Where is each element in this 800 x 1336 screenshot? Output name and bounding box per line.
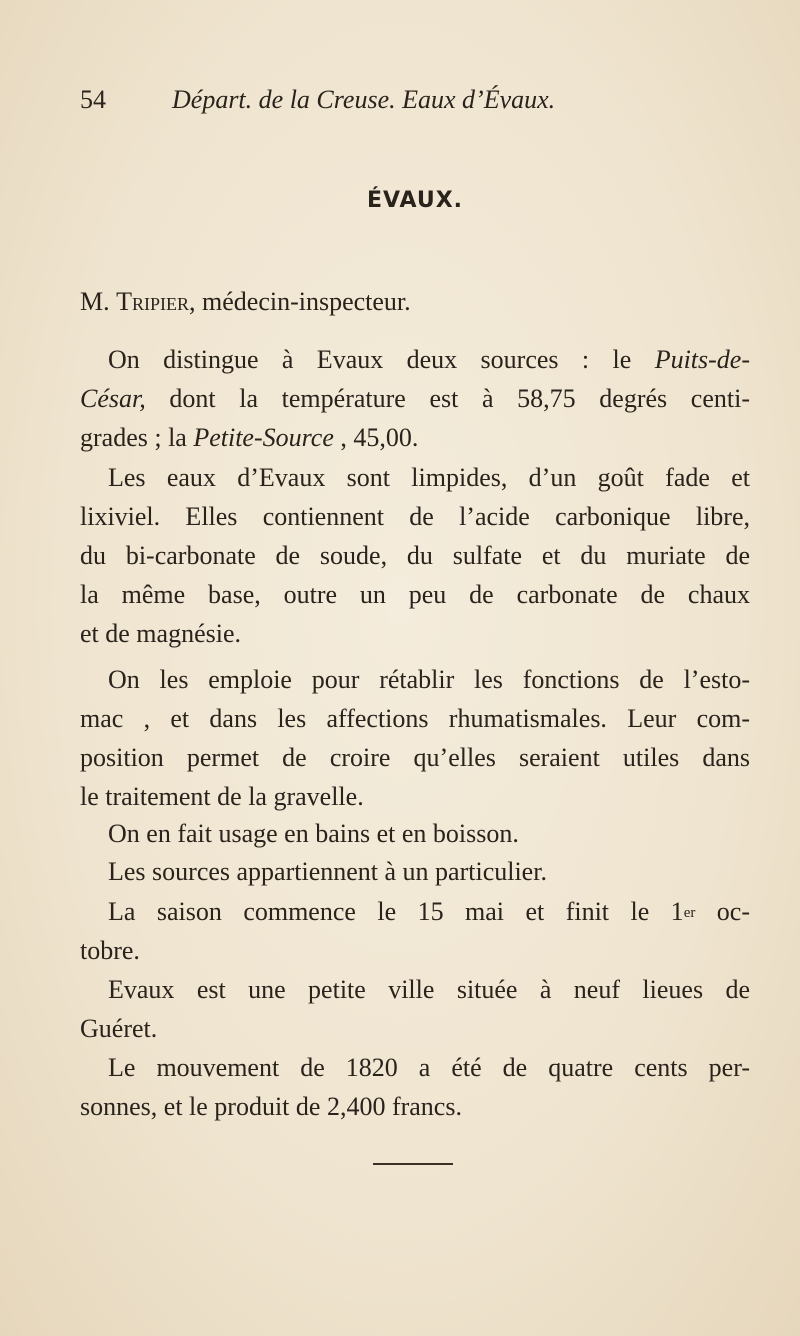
text-line: On distingue à Evaux deux sources : le Puits-de- [108,345,750,374]
text-line: Le mouvement de 1820 a été de quatre cents per- [108,1053,750,1082]
paragraph-uses [80,660,750,816]
paragraph-movement [80,1048,750,1126]
inspector-role: , médecin-inspecteur. [189,287,411,316]
paragraph-ownership [80,852,750,891]
running-title: Départ. de la Creuse. Eaux d’Évaux. [172,85,556,114]
text-line: lixiviel. Elles contiennent de l’acide carbonique libre, [80,502,750,531]
text-line: position permet de croire qu’elles seraient utiles dans [80,743,750,772]
paragraph-town [80,970,750,1048]
inspector-line [80,282,750,321]
text-line: On en fait usage en bains et en boisson. [108,819,519,848]
text-line: le traitement de la gravelle. [80,782,364,811]
paragraph-sources [80,340,750,457]
text-line: la même base, outre un peu de carbonate de chaux [80,580,750,609]
inspector-prefix: M. [80,287,117,316]
paragraph-usage [80,814,750,853]
section-title: ÉVAUX. [366,188,464,213]
text-line: grades ; la Petite-Source , 45,00. [80,423,419,452]
text-line: Les sources appartiennent à un particulier. [108,857,547,886]
paragraph-composition [80,458,750,653]
text-line: et de magnésie. [80,619,241,648]
text-line: tobre. [80,936,140,965]
closing-rule [373,1163,453,1165]
text-line: Evaux est une petite ville située à neuf lieues de [108,975,750,1004]
inspector-name: Tripier [116,287,190,316]
text-line: Les eaux d’Evaux sont limpides, d’un goût fade et [108,463,750,492]
text-line: César, dont la température est à 58,75 degrés centi- [80,384,750,413]
paragraph-season [80,892,750,970]
page-number: 54 [80,85,106,114]
text-line: La saison commence le 15 mai et finit le 1er oc- [108,897,750,926]
text-line: On les emploie pour rétablir les fonctions de l’esto- [108,665,750,694]
text-line: du bi-carbonate de soude, du sulfate et du muriate de [80,541,750,570]
text-line: mac , et dans les affections rhumatismales. Leur com- [80,704,750,733]
text-line: sonnes, et le produit de 2,400 francs. [80,1092,462,1121]
text-line: Guéret. [80,1014,158,1043]
